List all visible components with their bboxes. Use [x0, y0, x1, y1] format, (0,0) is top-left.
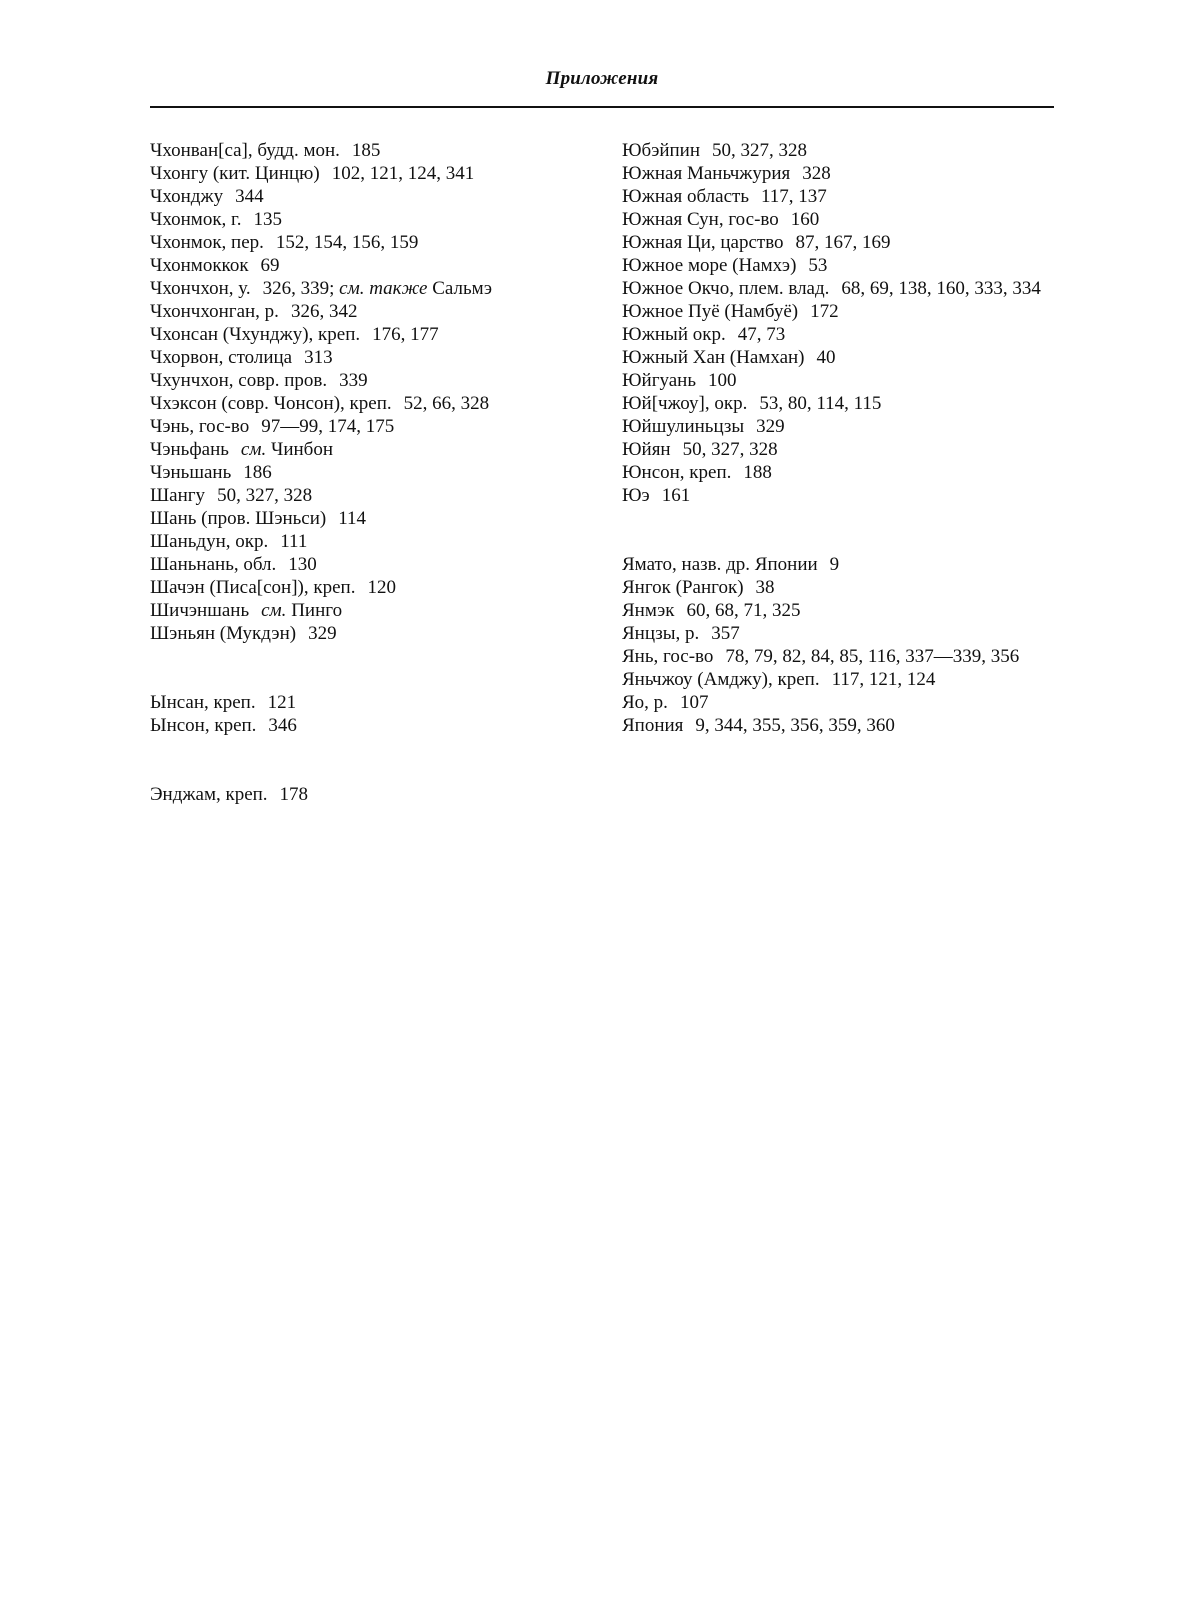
index-entry — [150, 691, 570, 714]
page-references: 326, 339; — [262, 278, 335, 299]
see-also-target: Чинбон — [270, 439, 334, 460]
page-references: 313 — [304, 347, 333, 368]
header-rule — [150, 106, 1054, 108]
index-entry — [622, 599, 1054, 622]
page-references: 339 — [339, 370, 368, 391]
index-term: Янгок (Рангок) — [622, 577, 744, 598]
index-entry — [150, 599, 570, 622]
see-also-target: Пинго — [291, 600, 343, 621]
index-term: Янмэк — [622, 600, 675, 621]
index-entry — [622, 277, 1054, 300]
letter-group-gap — [150, 645, 570, 691]
index-entry — [622, 668, 1054, 691]
index-entry — [150, 530, 570, 553]
letter-group-gap — [622, 507, 1054, 553]
index-term: Юнсон, креп. — [622, 462, 732, 483]
page-references: 178 — [279, 784, 309, 805]
page-references: 52, 66, 328 — [403, 393, 490, 414]
index-entry — [150, 714, 570, 737]
index-entry — [622, 438, 1054, 461]
page-references: 97—99, 174, 175 — [261, 416, 395, 437]
index-term: Юэ — [622, 485, 650, 506]
page-references: 100 — [708, 370, 737, 391]
index-entry — [150, 139, 570, 162]
index-term: Чэньфань — [150, 439, 229, 460]
page-references: 329 — [308, 623, 337, 644]
page-references: 160 — [790, 209, 820, 230]
page-references: 107 — [679, 692, 709, 713]
index-term: Чхонмок, пер. — [150, 232, 264, 253]
index-term: Япония — [622, 715, 684, 736]
index-entry — [622, 645, 1054, 668]
page-references: 9, 344, 355, 356, 359, 360 — [695, 715, 895, 736]
index-term: Чхунчхон, совр. пров. — [150, 370, 328, 391]
running-head: Приложения — [545, 68, 659, 89]
index-entry — [622, 346, 1054, 369]
page-references: 326, 342 — [290, 301, 358, 322]
index-term: Чхонджу — [150, 186, 224, 207]
index-term: Юбэйпин — [622, 140, 701, 161]
index-term: Чхонсан (Чхунджу), креп. — [150, 324, 361, 345]
index-term: Южная Маньчжурия — [622, 163, 791, 184]
index-entry — [150, 346, 570, 369]
index-term: Чэньшань — [150, 462, 232, 483]
page-references: 161 — [661, 485, 691, 506]
index-entry — [150, 553, 570, 576]
index-term: Шань (пров. Шэньси) — [150, 508, 327, 529]
page-references: 111 — [280, 531, 308, 552]
index-term: Шачэн (Писа[сон]), креп. — [150, 577, 356, 598]
page-references: 172 — [810, 301, 839, 322]
index-entry — [150, 185, 570, 208]
index-term: Чхонван[са], будд. мон. — [150, 140, 340, 161]
index-term: Энджам, креп. — [150, 784, 268, 805]
index-entry — [622, 622, 1054, 645]
index-entry — [150, 622, 570, 645]
index-entry — [622, 553, 1054, 576]
index-term: Чхорвон, столица — [150, 347, 293, 368]
index-term: Шичэншань — [150, 600, 250, 621]
page-references: 328 — [802, 163, 831, 184]
page-references: 188 — [743, 462, 772, 483]
index-term: Шаньдун, окр. — [150, 531, 269, 552]
index-entry — [150, 369, 570, 392]
index-entry — [622, 714, 1054, 737]
page-references: 121 — [267, 692, 297, 713]
index-entry — [622, 162, 1054, 185]
index-term: Чэнь, гос-во — [150, 416, 250, 437]
index-entry — [150, 300, 570, 323]
index-term: Чхонмок, г. — [150, 209, 242, 230]
index-term: Южный Хан (Намхан) — [622, 347, 805, 368]
page-references: 68, 69, 138, 160, 333, 334 — [841, 278, 1041, 299]
page-references: 53 — [808, 255, 828, 276]
page-references: 69 — [260, 255, 280, 276]
index-entry — [150, 323, 570, 346]
page-references: 102, 121, 124, 341 — [331, 163, 475, 184]
letter-group — [150, 783, 570, 806]
index-entry — [150, 254, 570, 277]
index-entry — [150, 277, 570, 300]
index-term: Южная Ци, царство — [622, 232, 784, 253]
page-references: 357 — [711, 623, 740, 644]
see-also-label: см. — [261, 600, 287, 621]
page-references: 186 — [243, 462, 272, 483]
index-entry — [150, 783, 570, 806]
index-entry — [150, 461, 570, 484]
page-references: 50, 327, 328 — [682, 439, 778, 460]
page-references: 47, 73 — [737, 324, 786, 345]
index-term: Южное море (Намхэ) — [622, 255, 797, 276]
page-references: 346 — [268, 715, 297, 736]
index-term: Янцзы, р. — [622, 623, 700, 644]
index-term: Чхончхон, у. — [150, 278, 251, 299]
index-term: Юйян — [622, 439, 671, 460]
page-references: 50, 327, 328 — [712, 140, 808, 161]
index-term: Южная область — [622, 186, 749, 207]
index-entry — [150, 162, 570, 185]
index-column-left — [150, 139, 570, 806]
page-references: 9 — [829, 554, 840, 575]
index-entry — [622, 691, 1054, 714]
index-entry — [622, 254, 1054, 277]
letter-group — [622, 553, 1054, 737]
index-entry — [622, 139, 1054, 162]
page-references: 185 — [351, 140, 381, 161]
letter-group — [150, 139, 570, 645]
index-entry — [622, 461, 1054, 484]
index-entry — [622, 369, 1054, 392]
index-term: Яньчжоу (Амджу), креп. — [622, 669, 820, 690]
index-term: Чхонгу (кит. Цинцю) — [150, 163, 320, 184]
page-references: 87, 167, 169 — [795, 232, 891, 253]
page-references: 152, 154, 156, 159 — [275, 232, 419, 253]
index-entry — [622, 576, 1054, 599]
index-entry — [150, 484, 570, 507]
page-references: 117, 137 — [761, 186, 827, 207]
page-references: 50, 327, 328 — [217, 485, 313, 506]
index-term: Юйшулиньцзы — [622, 416, 745, 437]
index-term: Ынсан, креп. — [150, 692, 256, 713]
index-entry — [622, 392, 1054, 415]
index-entry — [150, 415, 570, 438]
letter-group-gap — [150, 737, 570, 783]
index-entry — [622, 208, 1054, 231]
index-entry — [150, 438, 570, 461]
index-term: Южное Окчо, плем. влад. — [622, 278, 830, 299]
index-entry — [622, 231, 1054, 254]
letter-group — [622, 139, 1054, 507]
page-references: 344 — [235, 186, 264, 207]
page-references: 60, 68, 71, 325 — [686, 600, 801, 621]
index-term: Южная Сун, гос-во — [622, 209, 779, 230]
page-references: 135 — [253, 209, 282, 230]
index-term: Янь, гос-во — [622, 646, 714, 667]
index-term: Яо, р. — [622, 692, 668, 713]
page-references: 114 — [338, 508, 367, 529]
index-term: Ямато, назв. др. Японии — [622, 554, 818, 575]
page-references: 38 — [755, 577, 775, 598]
index-term: Чхонмоккок — [150, 255, 249, 276]
index-term: Шангу — [150, 485, 206, 506]
index-term: Ынсон, креп. — [150, 715, 257, 736]
page-references: 120 — [367, 577, 396, 598]
see-also-target: Сальмэ — [432, 278, 493, 299]
index-entry — [622, 415, 1054, 438]
page-references: 40 — [816, 347, 836, 368]
index-entry — [622, 300, 1054, 323]
page-references: 329 — [756, 416, 785, 437]
index-term: Шэньян (Мукдэн) — [150, 623, 297, 644]
letter-group — [150, 691, 570, 737]
index-entry — [150, 208, 570, 231]
index-column-right — [622, 139, 1054, 737]
index-entry — [150, 576, 570, 599]
index-term: Шаньнань, обл. — [150, 554, 277, 575]
index-entry — [622, 185, 1054, 208]
page-references: 117, 121, 124 — [831, 669, 936, 690]
index-entry — [150, 507, 570, 530]
index-term: Юйгуань — [622, 370, 697, 391]
index-term: Юй[чжоу], окр. — [622, 393, 748, 414]
index-term: Южный окр. — [622, 324, 726, 345]
page-references: 53, 80, 114, 115 — [759, 393, 882, 414]
page-references: 176, 177 — [372, 324, 439, 345]
index-entry — [150, 392, 570, 415]
page-references: 78, 79, 82, 84, 85, 116, 337—339, 356 — [725, 646, 1020, 667]
index-entry — [622, 323, 1054, 346]
index-term: Чхэксон (совр. Чонсон), креп. — [150, 393, 392, 414]
index-entry — [622, 484, 1054, 507]
index-entry — [150, 231, 570, 254]
see-also-label: см. — [240, 439, 267, 460]
see-also-label: см. также — [339, 278, 428, 299]
index-term: Чхончхонган, р. — [150, 301, 279, 322]
page-references: 130 — [288, 554, 317, 575]
index-term: Южное Пуё (Намбуё) — [622, 301, 799, 322]
